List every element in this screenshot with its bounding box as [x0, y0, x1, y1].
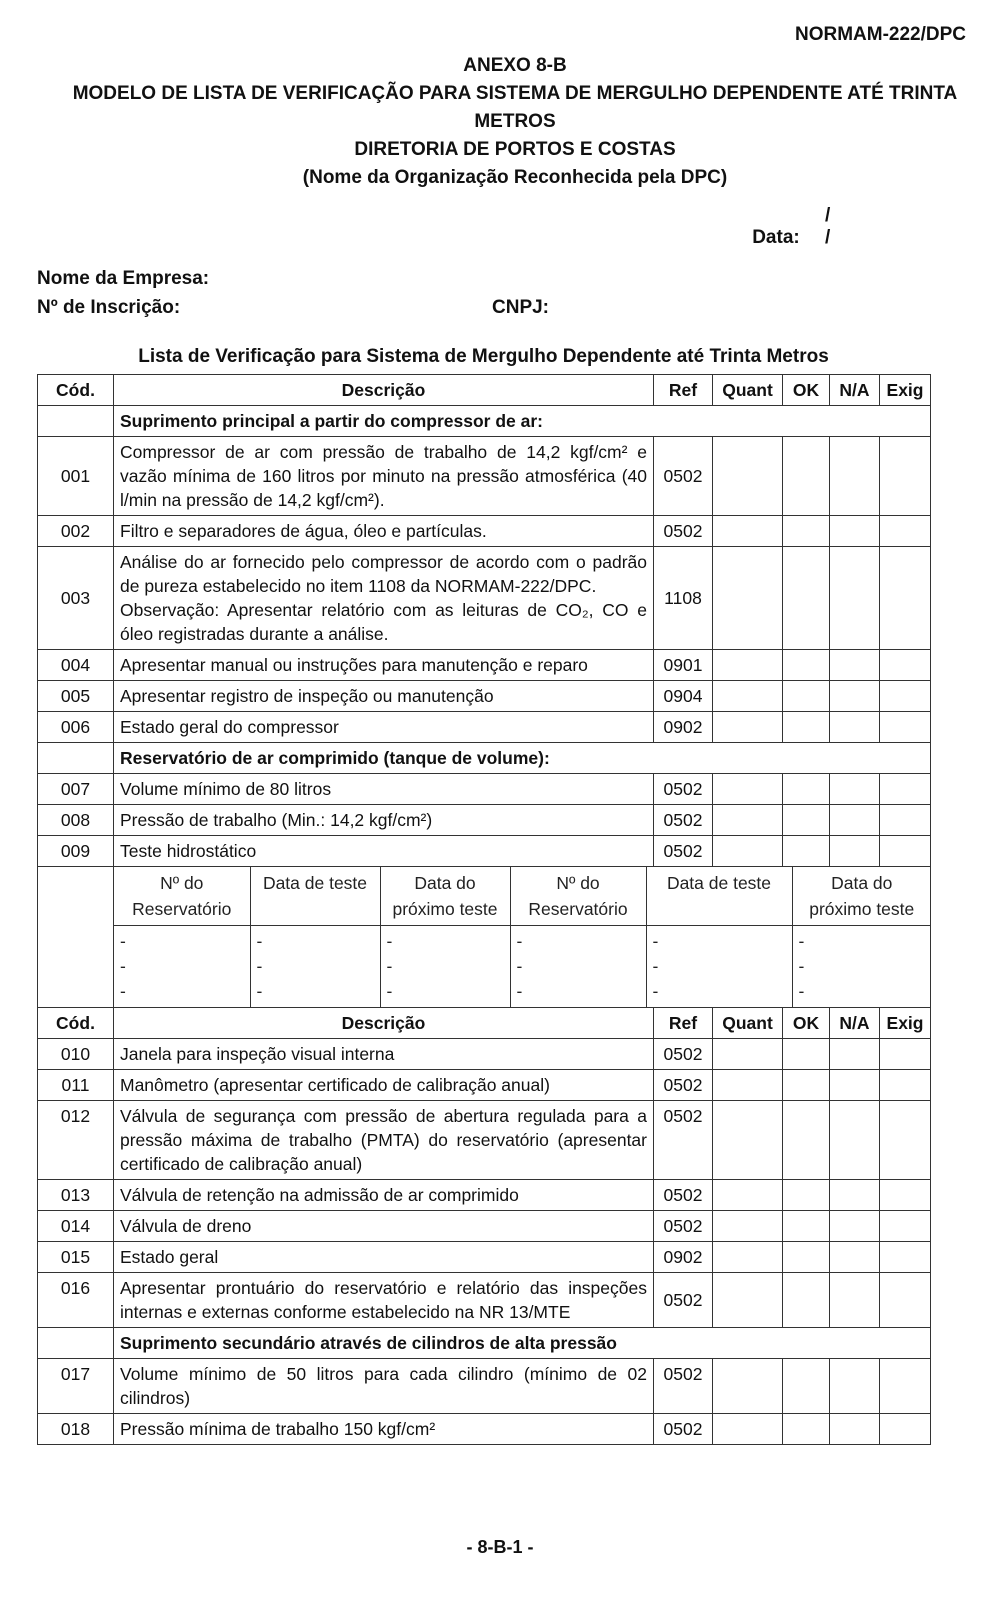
- section-code-cell: [38, 743, 114, 774]
- item-ref: 0502: [654, 836, 713, 867]
- item-description: Válvula de dreno: [114, 1211, 654, 1242]
- table-row: [38, 1359, 931, 1414]
- quant-cell[interactable]: [713, 650, 783, 681]
- na-cell[interactable]: [830, 1273, 880, 1328]
- quant-cell[interactable]: [713, 712, 783, 743]
- exig-cell[interactable]: [880, 1039, 931, 1070]
- table-row: [38, 836, 931, 867]
- item-description: Manômetro (apresentar certificado de calibração anual): [114, 1070, 654, 1101]
- table-header-row: [38, 375, 931, 406]
- col-exig-header: Exig: [880, 375, 931, 406]
- col-code-header: Cód.: [38, 1008, 114, 1039]
- item-description: Pressão mínima de trabalho 150 kgf/cm²: [114, 1414, 654, 1445]
- col-ok-header: OK: [783, 1008, 830, 1039]
- item-description: Pressão de trabalho (Min.: 14,2 kgf/cm²): [114, 805, 654, 836]
- item-description: Válvula de retenção na admissão de ar comprimido: [114, 1180, 654, 1211]
- quant-cell[interactable]: [713, 1070, 783, 1101]
- ok-cell[interactable]: [783, 1070, 830, 1101]
- exig-cell[interactable]: [880, 774, 931, 805]
- quant-cell[interactable]: [713, 547, 783, 650]
- section-code-cell: [38, 406, 114, 437]
- test-entry-cell[interactable]: - - -: [380, 926, 510, 1008]
- ok-cell[interactable]: [783, 1039, 830, 1070]
- page-number: - 8-B-1 -: [466, 1537, 534, 1557]
- date-field: [752, 205, 920, 249]
- item-description: Volume mínimo de 50 litros para cada cilindro (mínimo de 02 cilindros): [114, 1359, 654, 1414]
- company-fields: [37, 264, 937, 322]
- ok-cell[interactable]: [783, 516, 830, 547]
- na-cell[interactable]: [830, 1070, 880, 1101]
- company-name-label: Nome da Empresa:: [37, 268, 210, 289]
- item-description: Apresentar registro de inspeção ou manutenção: [114, 681, 654, 712]
- item-code: 016: [38, 1273, 114, 1328]
- na-cell[interactable]: [830, 547, 880, 650]
- test-entry-cell[interactable]: - - -: [114, 926, 250, 1008]
- test-entry-cell[interactable]: - - -: [792, 926, 931, 1008]
- hydrostatic-test-table: [114, 867, 931, 1007]
- item-ref: 0502: [654, 774, 713, 805]
- item-ref: 0904: [654, 681, 713, 712]
- exig-cell[interactable]: [880, 1070, 931, 1101]
- test-header-test-date: Data de teste: [646, 867, 792, 926]
- ok-cell[interactable]: [783, 1242, 830, 1273]
- col-ok-header: OK: [783, 375, 830, 406]
- exig-cell[interactable]: [880, 1273, 931, 1328]
- exig-cell[interactable]: [880, 650, 931, 681]
- item-code: 012: [38, 1101, 114, 1180]
- section-title: Reservatório de ar comprimido (tanque de volume):: [114, 743, 931, 774]
- table-header-row: [38, 1008, 931, 1039]
- na-cell[interactable]: [830, 774, 880, 805]
- test-entry-cell[interactable]: - - -: [646, 926, 792, 1008]
- section-row: [38, 743, 931, 774]
- table-row: [38, 681, 931, 712]
- quant-cell[interactable]: [713, 1242, 783, 1273]
- quant-cell[interactable]: [713, 1359, 783, 1414]
- test-entry-row: [114, 926, 931, 1008]
- na-cell[interactable]: [830, 1242, 880, 1273]
- item-code: 015: [38, 1242, 114, 1273]
- section-row: [38, 1328, 931, 1359]
- item-code: 018: [38, 1414, 114, 1445]
- quant-cell[interactable]: [713, 836, 783, 867]
- exig-cell[interactable]: [880, 547, 931, 650]
- item-ref: 0902: [654, 712, 713, 743]
- item-ref: 0502: [654, 1180, 713, 1211]
- item-ref: 0502: [654, 1039, 713, 1070]
- table-row: [38, 437, 931, 516]
- item-code: 006: [38, 712, 114, 743]
- col-code-header: Cód.: [38, 375, 114, 406]
- table-row: [38, 712, 931, 743]
- item-description: Estado geral: [114, 1242, 654, 1273]
- ok-cell[interactable]: [783, 1211, 830, 1242]
- quant-cell[interactable]: [713, 774, 783, 805]
- exig-cell[interactable]: [880, 1101, 931, 1180]
- col-exig-header: Exig: [880, 1008, 931, 1039]
- na-cell[interactable]: [830, 1101, 880, 1180]
- item-ref: 0502: [654, 1273, 713, 1328]
- item-code: 004: [38, 650, 114, 681]
- ok-cell[interactable]: [783, 681, 830, 712]
- date-blank: / /: [825, 205, 861, 248]
- exig-cell[interactable]: [880, 836, 931, 867]
- na-cell[interactable]: [830, 1359, 880, 1414]
- item-code: 005: [38, 681, 114, 712]
- test-entry-cell[interactable]: - - -: [510, 926, 646, 1008]
- section-code-cell: [38, 1328, 114, 1359]
- date-label: Data:: [752, 227, 800, 248]
- table-row: [38, 1414, 931, 1445]
- item-description: Compressor de ar com pressão de trabalho de 14,2 kgf/cm² e vazão mínima de 160 litros por minuto na pressão atmosférica (40 l/min na pressão de 14,2 kgf/cm²).: [114, 437, 654, 516]
- ok-cell[interactable]: [783, 1101, 830, 1180]
- hydrostatic-test-row: [38, 867, 931, 1008]
- quant-cell[interactable]: [713, 1414, 783, 1445]
- quant-cell[interactable]: [713, 681, 783, 712]
- ok-cell[interactable]: [783, 1414, 830, 1445]
- item-code: 014: [38, 1211, 114, 1242]
- table-row: [38, 516, 931, 547]
- document-number: NORMAM-222/DPC: [794, 24, 966, 45]
- table-title: Lista de Verificação para Sistema de Mergulho Dependente até Trinta Metros: [138, 346, 829, 367]
- na-cell[interactable]: [830, 650, 880, 681]
- table-row: [38, 1039, 931, 1070]
- item-code: 007: [38, 774, 114, 805]
- col-quant-header: Quant: [713, 1008, 783, 1039]
- na-cell[interactable]: [830, 681, 880, 712]
- checklist-table: [37, 374, 931, 1445]
- test-header-test-date: Data de teste: [250, 867, 380, 926]
- col-description-header: Descrição: [114, 1008, 654, 1039]
- cnpj-label: CNPJ:: [492, 297, 550, 318]
- item-ref: 0902: [654, 1242, 713, 1273]
- table-row: [38, 1242, 931, 1273]
- col-description-header: Descrição: [114, 375, 654, 406]
- exig-cell[interactable]: [880, 516, 931, 547]
- ok-cell[interactable]: [783, 1180, 830, 1211]
- item-code: 011: [38, 1070, 114, 1101]
- ok-cell[interactable]: [783, 774, 830, 805]
- quant-cell[interactable]: [713, 1101, 783, 1180]
- exig-cell[interactable]: [880, 437, 931, 516]
- item-description-main: Análise do ar fornecido pelo compressor de acordo com o padrão de pureza estabelecido no item 1108 da NORMAM-222/DPC.: [120, 552, 647, 596]
- ok-cell[interactable]: [783, 547, 830, 650]
- item-ref: 0502: [654, 805, 713, 836]
- item-description: Apresentar prontuário do reservatório e relatório das inspeções internas e externas conforme estabelecido na NR 13/MTE: [114, 1273, 654, 1328]
- exig-cell[interactable]: [880, 805, 931, 836]
- item-ref: 0502: [654, 1414, 713, 1445]
- quant-cell[interactable]: [713, 516, 783, 547]
- item-ref: 0502: [654, 437, 713, 516]
- organization-name: (Nome da Organização Reconhecida pela DPC): [302, 167, 728, 188]
- item-ref: 0502: [654, 1101, 713, 1180]
- table-row: [38, 774, 931, 805]
- section-title: Suprimento secundário através de cilindros de alta pressão: [114, 1328, 931, 1359]
- test-header-reservoir-no: Nº do Reservatório: [132, 873, 232, 919]
- item-code: 003: [38, 547, 114, 650]
- ok-cell[interactable]: [783, 437, 830, 516]
- item-description: Janela para inspeção visual interna: [114, 1039, 654, 1070]
- exig-cell[interactable]: [880, 712, 931, 743]
- na-cell[interactable]: [830, 1414, 880, 1445]
- ok-cell[interactable]: [783, 1359, 830, 1414]
- col-na-header: N/A: [830, 375, 880, 406]
- item-ref: 0502: [654, 1359, 713, 1414]
- na-cell[interactable]: [830, 1180, 880, 1211]
- item-ref: 0502: [654, 1211, 713, 1242]
- na-cell[interactable]: [830, 712, 880, 743]
- exig-cell[interactable]: [880, 1180, 931, 1211]
- col-na-header: N/A: [830, 1008, 880, 1039]
- na-cell[interactable]: [830, 1211, 880, 1242]
- test-header-next-test-date: Data do próximo teste: [792, 867, 931, 926]
- test-header-reservoir-no: Nº do Reservatório: [510, 867, 646, 926]
- ok-cell[interactable]: [783, 650, 830, 681]
- item-description: Estado geral do compressor: [114, 712, 654, 743]
- item-code: 001: [38, 437, 114, 516]
- item-code: 017: [38, 1359, 114, 1414]
- table-row: [38, 805, 931, 836]
- na-cell[interactable]: [830, 805, 880, 836]
- table-row: [38, 650, 931, 681]
- item-description: Filtro e separadores de água, óleo e partículas.: [114, 516, 654, 547]
- quant-cell[interactable]: [713, 805, 783, 836]
- item-description-note: Observação: Apresentar relatório com as leituras de CO₂, CO e óleo registradas durante a análise.: [120, 600, 647, 644]
- quant-cell[interactable]: [713, 1180, 783, 1211]
- item-code: 013: [38, 1180, 114, 1211]
- exig-cell[interactable]: [880, 1414, 931, 1445]
- item-code: 002: [38, 516, 114, 547]
- item-code: 010: [38, 1039, 114, 1070]
- na-cell[interactable]: [830, 1039, 880, 1070]
- section-row: [38, 406, 931, 437]
- col-ref-header: Ref: [654, 1008, 713, 1039]
- hydrostatic-test-cell: [114, 867, 931, 1008]
- test-entry-cell[interactable]: - - -: [250, 926, 380, 1008]
- document-heading: [40, 52, 990, 192]
- directorate-name: DIRETORIA DE PORTOS E COSTAS: [354, 139, 676, 160]
- exig-cell[interactable]: [880, 1359, 931, 1414]
- item-code: 009: [38, 836, 114, 867]
- section-title: Suprimento principal a partir do compressor de ar:: [114, 406, 931, 437]
- quant-cell[interactable]: [713, 1211, 783, 1242]
- quant-cell[interactable]: [713, 1039, 783, 1070]
- exig-cell[interactable]: [880, 681, 931, 712]
- col-quant-header: Quant: [713, 375, 783, 406]
- model-title-line1: MODELO DE LISTA DE VERIFICAÇÃO PARA SISTEMA DE MERGULHO DEPENDENTE ATÉ TRINTA: [72, 83, 958, 104]
- table-row: [38, 1180, 931, 1211]
- col-ref-header: Ref: [654, 375, 713, 406]
- ok-cell[interactable]: [783, 1273, 830, 1328]
- test-header-row: [114, 867, 931, 926]
- item-code: 008: [38, 805, 114, 836]
- item-description: [114, 547, 654, 650]
- model-title-line2: METROS: [474, 111, 556, 132]
- test-code-cell: [38, 867, 114, 1008]
- na-cell[interactable]: [830, 836, 880, 867]
- item-description: Volume mínimo de 80 litros: [114, 774, 654, 805]
- quant-cell[interactable]: [713, 437, 783, 516]
- item-description: Apresentar manual ou instruções para manutenção e reparo: [114, 650, 654, 681]
- item-ref: 0502: [654, 1070, 713, 1101]
- na-cell[interactable]: [830, 437, 880, 516]
- exig-cell[interactable]: [880, 1211, 931, 1242]
- item-description: Válvula de segurança com pressão de abertura regulada para a pressão máxima de trabalho (PMTA) do reservatório (apresentar certificado de calibração anual): [114, 1101, 654, 1180]
- na-cell[interactable]: [830, 516, 880, 547]
- table-row: [38, 1211, 931, 1242]
- registration-label: Nº de Inscrição:: [37, 297, 181, 318]
- quant-cell[interactable]: [713, 1273, 783, 1328]
- exig-cell[interactable]: [880, 1242, 931, 1273]
- table-row: [38, 1070, 931, 1101]
- table-row: [38, 1101, 931, 1180]
- ok-cell[interactable]: [783, 836, 830, 867]
- ok-cell[interactable]: [783, 712, 830, 743]
- ok-cell[interactable]: [783, 805, 830, 836]
- checklist-table-wrapper: [37, 374, 930, 1445]
- table-row: [38, 1273, 931, 1328]
- test-header-next-test-date: Data do próximo teste: [380, 867, 510, 926]
- item-ref: 1108: [654, 547, 713, 650]
- item-ref: 0901: [654, 650, 713, 681]
- item-description: Teste hidrostático: [114, 836, 654, 867]
- annex-title: ANEXO 8-B: [463, 55, 567, 76]
- item-ref: 0502: [654, 516, 713, 547]
- table-row: [38, 547, 931, 650]
